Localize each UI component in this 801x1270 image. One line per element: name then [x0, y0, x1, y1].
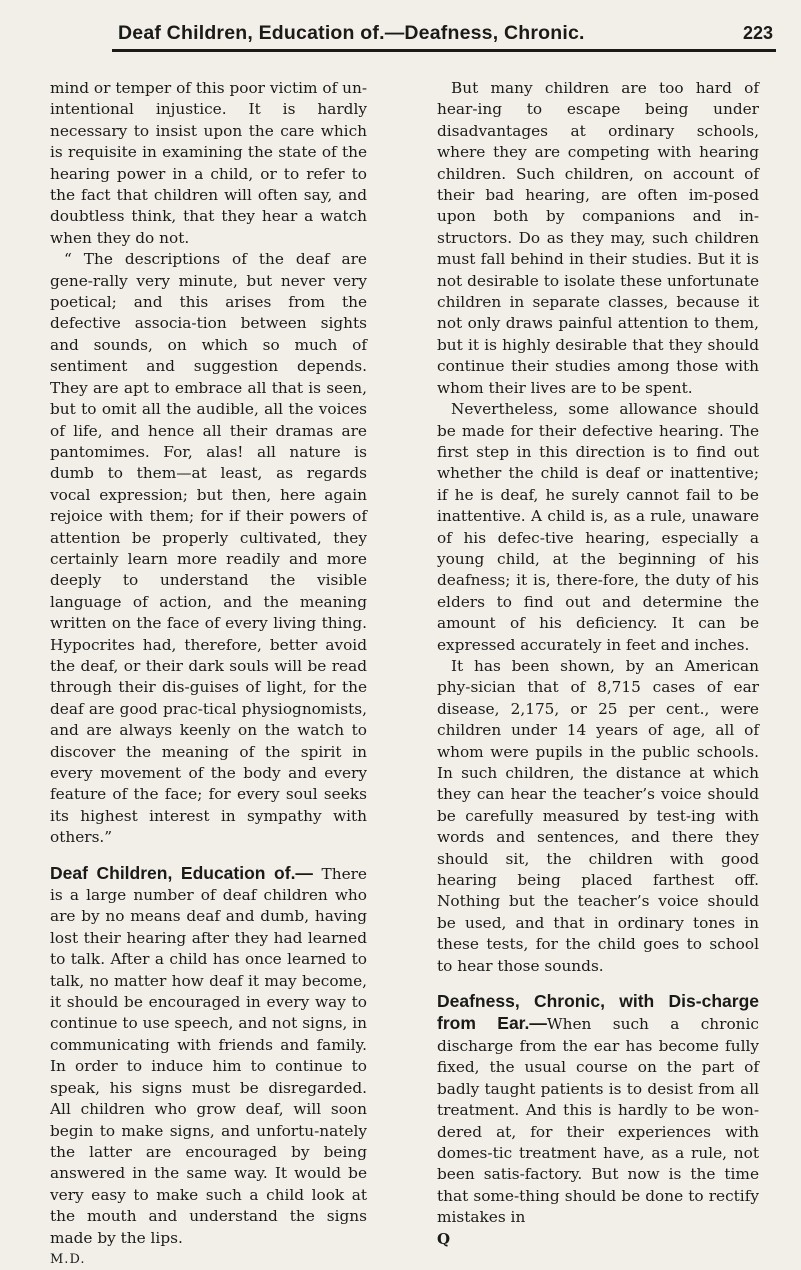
catchword: Q — [437, 1229, 451, 1248]
right-column — [437, 78, 759, 1250]
running-header-title: Deaf Children, Education of.—Deafness, Chronic. — [118, 21, 585, 44]
entry-paragraph — [50, 863, 367, 1249]
entry-text: When such a chronic discharge from the ear has become fully fixed, the usual course on the part of badly taught patients is to desist from all treatment. And this is hardly to be won-dered at, for their experiences with domes-tic treatment have, as a rule, not been satis-factory. But now is the time that some-thing should be done to rectify mistakes in — [437, 1015, 759, 1227]
entry-heading: Deaf Children, Education of.— — [50, 862, 313, 883]
running-header — [118, 18, 773, 48]
page-number: 223 — [742, 22, 773, 43]
spacer — [50, 849, 367, 863]
paragraph: mind or temper of this poor victim of un-intentional injustice. It is hardly necessary to insist upon the care which is requisite in examining the state of the hearing power in a child, or to refer to the fact that children will often say, and doubtless think, that they hear a watch when they do not. — [50, 79, 367, 247]
paragraph: It has been shown, by an American phy-sician that of 8,715 cases of ear disease, 2,175, or 25 per cent., were children under 14 years of age, all of whom were pupils in the public schools. In such children, the distance at which they can hear the teacher’s voice should be carefully measured by test-ing with words and sentences, and there they should sit, the children with good hearing being placed farthest off. Nothing but the teacher’s voice should be used, and that in ordinary tones in these tests, for the child goes to school to hear those sounds. — [437, 656, 759, 975]
signature: M.D. — [50, 1251, 86, 1267]
entry-heading: Deafness, Chronic, with Dis-charge from Ear.— — [437, 991, 759, 1034]
entry-paragraph — [437, 991, 759, 1228]
paragraph: Nevertheless, some allowance should be made for their defective hearing. The first step in this direction is to find out whether the child is deaf or inattentive; if he is deaf, he surely cannot fail to be inattentive. A child is, as a rule, unaware of his defec-tive hearing, especially a young child, at the beginning of his deafness; it is, there-fore, the duty of his elders to find out and determine the amount of his deficiency. It can be expressed accurately in feet and inches. — [437, 400, 759, 654]
entry-text: There is a large number of deaf children who are by no means deaf and dumb, having lost their hearing after they had learned to talk. After a child has once learned to talk, no matter how deaf it may become, it should be encouraged in every way to continue to use speech, and not signs, in communicating with friends and family. In order to induce him to continue to speak, his signs must be disregarded. All children who grow deaf, will soon begin to make signs, and unfortu-nately the latter are encouraged by being answered in the same way. It would be very easy to make such a child look at the mouth and understand the signs made by the lips. — [50, 864, 367, 1247]
spacer — [437, 977, 759, 991]
header-rule — [112, 49, 776, 52]
quote-paragraph: “ The descriptions of the deaf are gene-rally very minute, but never very poetical; and this arises from the defective associa-tion between sights and sounds, on which so much of sentiment and suggestion depends. They are apt to embrace all that is seen, but to omit all the audible, all the voices of life, and hence all their dramas are pantomimes. For, alas! all nature is dumb to them—at least, as regards vocal expression; but then, here again rejoice with them; for if their powers of attention be properly cultivated, they certainly learn more readily and more deeply to understand the visible language of action, and the meaning written on the face of every living thing. Hypocrites had, therefore, better avoid the deaf, or their dark souls will be read through their dis-guises of light, for the deaf are good prac-tical physiognomists, and are always keenly on the watch to discover the meaning of the spirit in every movement of the body and every feature of the face; for every soul seeks its highest interest in sympathy with others.” — [50, 250, 367, 847]
left-column — [50, 78, 367, 1270]
paragraph: But many children are too hard of hear-ing to escape being under disadvantages at ordinary schools, where they are competing with hearing children. Such children, on account of their bad hearing, are often im-posed upon both by companions and in-structors. Do as they may, such children must fall behind in their studies. But it is not desirable to isolate these unfortunate children in separate classes, because it not only draws painful attention to them, but it is highly desirable that they should continue their studies among those with whom their lives are to be spent. — [437, 79, 759, 397]
